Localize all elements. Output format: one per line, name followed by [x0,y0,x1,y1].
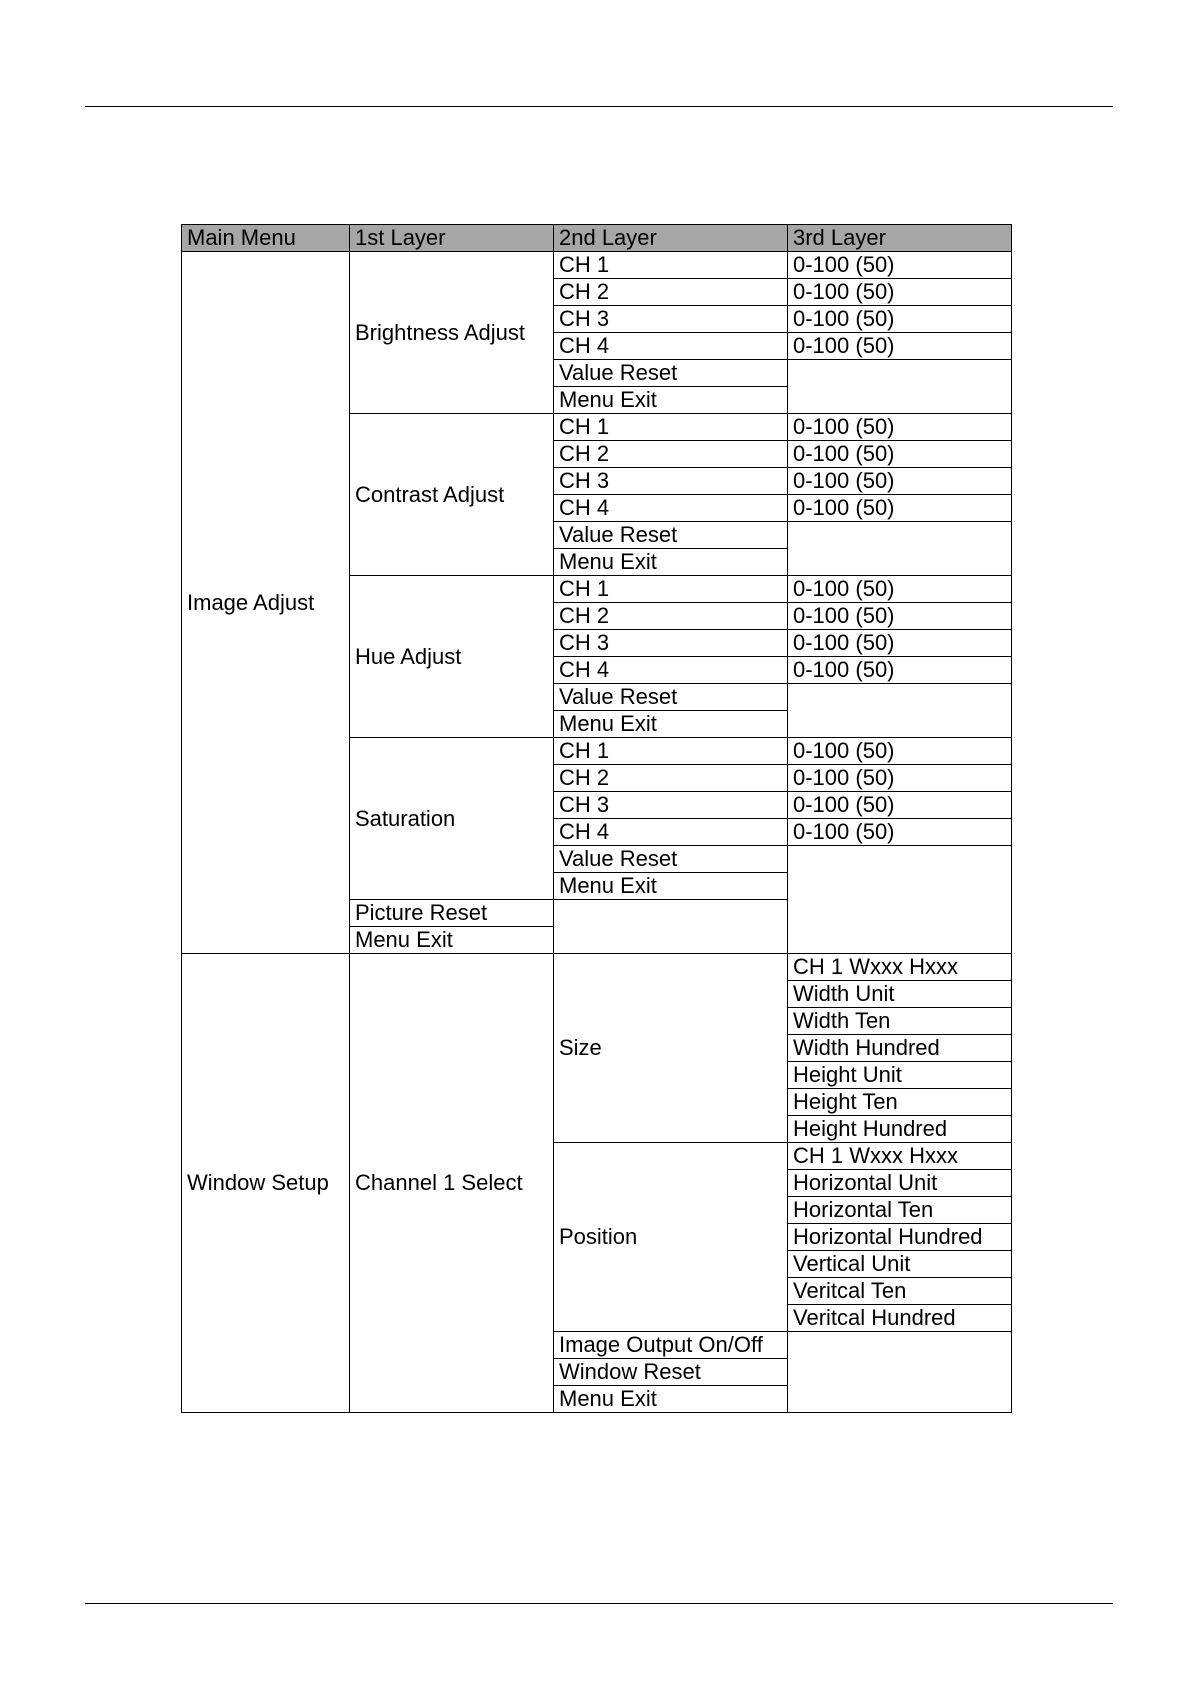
table-cell: CH 1 [554,252,788,279]
table-cell: 0-100 (50) [788,306,1012,333]
table-cell: CH 3 [554,630,788,657]
table-cell: Height Unit [788,1062,1012,1089]
table-cell [554,900,788,954]
header-3rd-layer: 3rd Layer [788,225,1012,252]
table-cell: Size [554,954,788,1143]
table-cell: 0-100 (50) [788,333,1012,360]
table-cell: Menu Exit [350,927,554,954]
table-cell: CH 1 [554,414,788,441]
header-row [182,225,1012,252]
table-cell: 0-100 (50) [788,738,1012,765]
table-cell: Width Unit [788,981,1012,1008]
table-cell: Width Ten [788,1008,1012,1035]
table-cell: CH 2 [554,441,788,468]
footer-rule [85,1603,1113,1604]
table-cell: Image Output On/Off [554,1332,788,1359]
table-cell: Horizontal Hundred [788,1224,1012,1251]
table-cell [788,846,1012,954]
table-cell: CH 4 [554,495,788,522]
table-cell: Window Setup [182,954,350,1413]
table-cell: CH 2 [554,279,788,306]
table-cell: CH 2 [554,765,788,792]
header-2nd-layer: 2nd Layer [554,225,788,252]
table-cell: Height Ten [788,1089,1012,1116]
table-cell: Menu Exit [554,1386,788,1413]
table-cell: Window Reset [554,1359,788,1386]
table-cell: CH 1 Wxxx Hxxx [788,954,1012,981]
table-row [182,954,1012,981]
table-cell: CH 1 [554,738,788,765]
table-cell: Width Hundred [788,1035,1012,1062]
table-cell: 0-100 (50) [788,252,1012,279]
table-cell: 0-100 (50) [788,495,1012,522]
table-cell: Height Hundred [788,1116,1012,1143]
table-cell: Menu Exit [554,711,788,738]
table-cell: CH 3 [554,306,788,333]
table-cell: CH 1 [554,576,788,603]
table-cell: CH 2 [554,603,788,630]
table-cell: CH 4 [554,657,788,684]
table-cell: Value Reset [554,360,788,387]
table-cell: Horizontal Unit [788,1170,1012,1197]
table-cell: Value Reset [554,846,788,873]
table-cell: Position [554,1143,788,1332]
table-cell [788,1332,1012,1413]
table-cell: Vertical Unit [788,1251,1012,1278]
table-cell: Veritcal Hundred [788,1305,1012,1332]
table-cell: Channel 1 Select [350,954,554,1413]
table-cell: 0-100 (50) [788,414,1012,441]
table-cell: Value Reset [554,684,788,711]
table-cell: CH 3 [554,792,788,819]
header-1st-layer: 1st Layer [350,225,554,252]
table-cell: 0-100 (50) [788,603,1012,630]
table-cell [788,360,1012,414]
table-cell: Hue Adjust [350,576,554,738]
table-cell: CH 1 Wxxx Hxxx [788,1143,1012,1170]
table-cell [788,522,1012,576]
table-cell: Contrast Adjust [350,414,554,576]
table-cell: Menu Exit [554,549,788,576]
table-cell: 0-100 (50) [788,441,1012,468]
table-cell: 0-100 (50) [788,657,1012,684]
table-cell: Horizontal Ten [788,1197,1012,1224]
menu-structure-table [181,224,1012,1413]
table-cell: Image Adjust [182,252,350,954]
table-cell: Menu Exit [554,873,788,900]
table-cell: 0-100 (50) [788,792,1012,819]
table-cell: Veritcal Ten [788,1278,1012,1305]
table-cell: CH 3 [554,468,788,495]
table-cell [788,684,1012,738]
table-cell: 0-100 (50) [788,630,1012,657]
table-cell: CH 4 [554,819,788,846]
table-cell: Brightness Adjust [350,252,554,414]
table-cell: 0-100 (50) [788,819,1012,846]
menu-table-body [182,252,1012,1413]
table-cell: CH 4 [554,333,788,360]
header-main-menu: Main Menu [182,225,350,252]
table-cell: 0-100 (50) [788,765,1012,792]
table-row [182,252,1012,279]
table-cell: 0-100 (50) [788,576,1012,603]
table-cell: Saturation [350,738,554,900]
table-cell: 0-100 (50) [788,468,1012,495]
table-cell: 0-100 (50) [788,279,1012,306]
table-cell: Value Reset [554,522,788,549]
table-cell: Picture Reset [350,900,554,927]
table-cell: Menu Exit [554,387,788,414]
header-rule [85,106,1113,107]
